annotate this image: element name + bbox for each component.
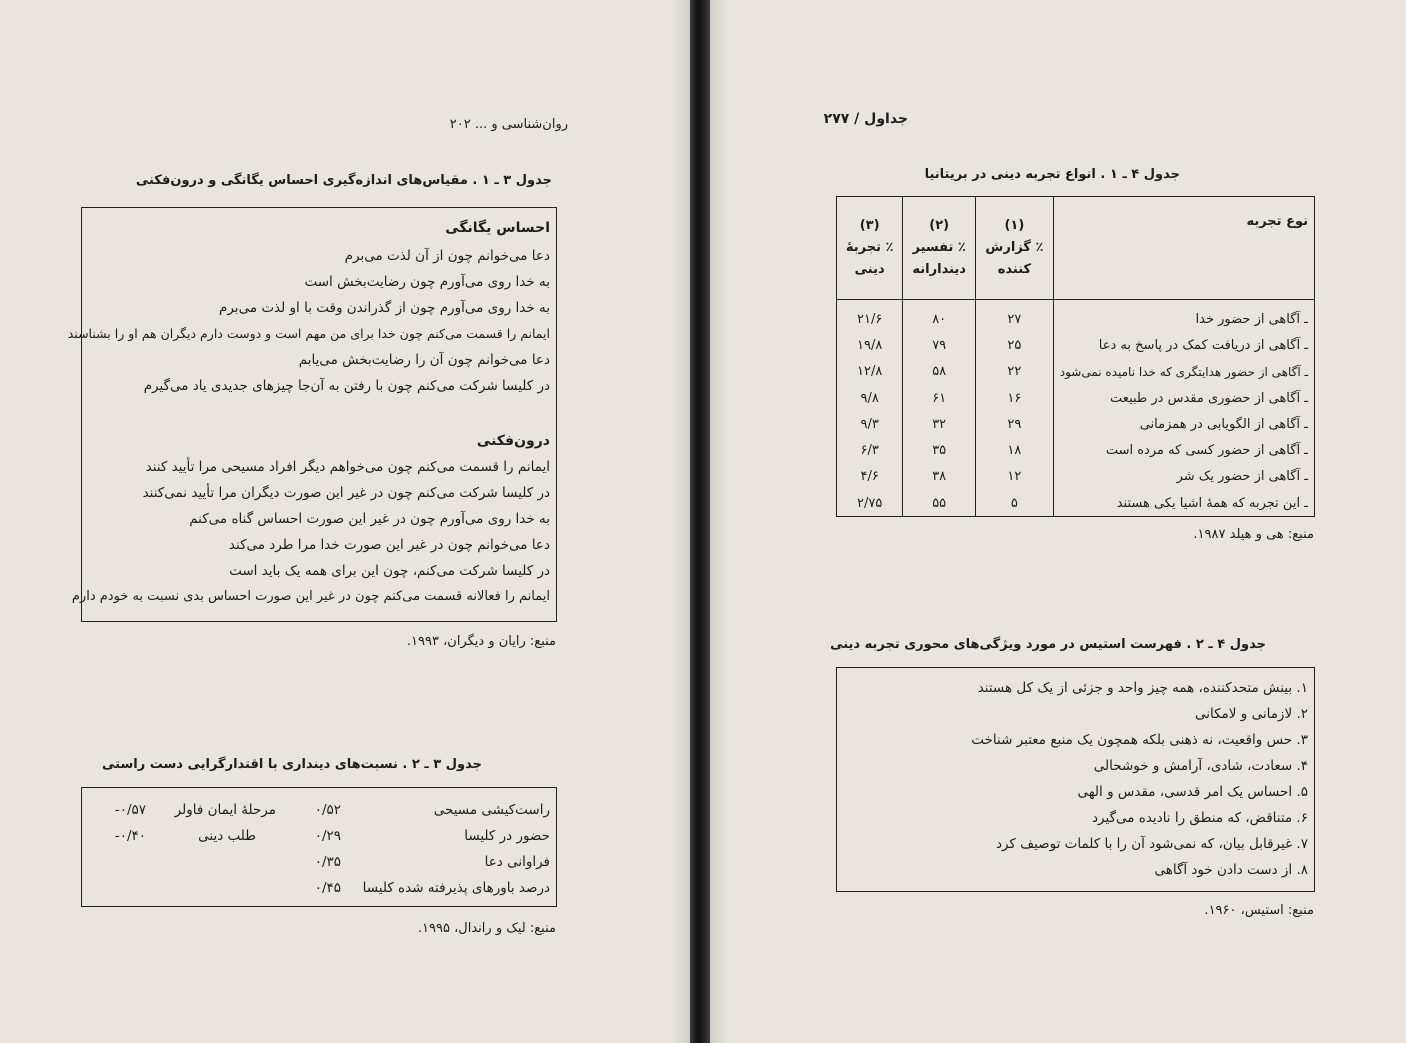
- list-item: ۵. احساس یک امر قدسی، مقدس و الهی: [1077, 784, 1308, 800]
- correlation-value: ۰/۵۲: [314, 802, 341, 818]
- table-cell: ـ آگاهی از حضوری مقدس در طبیعت: [1053, 385, 1314, 411]
- correlation-table-box: [81, 787, 557, 907]
- scale-item: دعا می‌خوانم چون آن را رضایت‌بخش می‌یابم: [298, 352, 550, 368]
- table-cell: ۴/۶: [837, 464, 903, 490]
- page-shadow: [672, 0, 690, 1043]
- right-page: [710, 0, 1406, 1043]
- scale-item: ایمانم را قسمت می‌کنم چون می‌خواهم دیگر افراد مسیحی مرا تأیید کنند: [145, 459, 550, 475]
- correlation-label: مرحلهٔ ایمان فاولر: [174, 802, 276, 818]
- scale-item: در کلیسا شرکت می‌کنم چون با رفتن به آن‌جا چیزهای جدیدی یاد می‌گیرم: [143, 378, 550, 394]
- table-cell: ۶/۳: [837, 437, 903, 463]
- table-source: منبع: استیس، ۱۹۶۰.: [1204, 903, 1314, 918]
- table-row: [837, 359, 1315, 385]
- column-header: (۱) ٪ گزارش کننده: [976, 197, 1054, 300]
- page-shadow: [710, 0, 728, 1043]
- list-item: ۷. غیرقابل بیان، که نمی‌شود آن را با کلمات توصیف کرد: [995, 836, 1308, 852]
- table-cell: ۱۶: [976, 385, 1054, 411]
- table-cell: ۸۰: [903, 300, 976, 333]
- scale-table-box: [67, 207, 557, 622]
- table-cell: ـ آگاهی از حضور کسی که مرده است: [1053, 437, 1314, 463]
- running-header: جداول / ۲۷۷: [823, 111, 908, 127]
- table-row: [837, 464, 1315, 490]
- table-cell: ۱۲: [976, 464, 1054, 490]
- section-heading: احساس یگانگی: [445, 220, 550, 236]
- table-cell: ـ آگاهی از دریافت کمک در پاسخ به دعا: [1053, 332, 1314, 358]
- correlation-label: طلب دینی: [198, 828, 256, 844]
- column-header: نوع تجربه: [1053, 197, 1314, 300]
- table-source: منبع: هی و هیلد ۱۹۸۷.: [1193, 527, 1314, 542]
- scale-item: ایمانم را قسمت می‌کنم چون خدا برای من مهم است و دوست دارم دیگران هم او را بشناسند: [67, 326, 550, 341]
- table-row: [837, 300, 1315, 333]
- table-cell: ۵: [976, 490, 1054, 517]
- section-heading: درون‌فکنی: [476, 433, 550, 449]
- table-row: [837, 411, 1315, 437]
- column-header: (۲) ٪ تفسیر دیندارانه: [903, 197, 976, 300]
- scale-item: به خدا روی می‌آورم چون در غیر این صورت احساس گناه می‌کنم: [189, 511, 550, 527]
- running-header: روان‌شناسی و ... ۲۰۲: [449, 117, 568, 132]
- table-header-row: [837, 197, 1315, 300]
- table-row: [837, 437, 1315, 463]
- scale-item: ایمانم را فعالانه قسمت می‌کنم چون در غیر این صورت احساس بدی نسبت به خودم دارم: [71, 589, 550, 604]
- table-cell: ۹/۸: [837, 385, 903, 411]
- list-item: ۱. بینش متحدکننده، همه چیز واحد و جزئی از یک کل هستند: [977, 680, 1308, 696]
- table-cell: ۲۲: [976, 359, 1054, 385]
- list-item: ۳. حس واقعیت، نه ذهنی بلکه همچون یک منبع معتبر شناخت: [971, 732, 1308, 748]
- table-row: [837, 385, 1315, 411]
- table-cell: ـ آگاهی از حضور هدایتگری که خدا نامیده نمی‌شود: [1053, 359, 1314, 385]
- list-item: ۲. لازمانی و لامکانی: [1194, 706, 1308, 722]
- table-cell: ۲۷: [976, 300, 1054, 333]
- table-title: جدول ۴ ـ ۱ . انواع تجربه دینی در بریتانیا: [924, 167, 1180, 182]
- table-title: جدول ۴ ـ ۲ . فهرست استیس در مورد ویژگی‌های محوری تجربه دینی: [830, 637, 1266, 652]
- table-source: منبع: لیک و راندال، ۱۹۹۵.: [417, 921, 556, 936]
- scale-item: دعا می‌خوانم چون در غیر این صورت خدا مرا طرد می‌کند: [228, 537, 550, 553]
- table-source: منبع: رایان و دیگران، ۱۹۹۳.: [406, 634, 556, 649]
- correlation-value: ۰/۴۰-: [114, 828, 146, 844]
- correlation-value: ۰/۳۵: [314, 854, 341, 870]
- table-cell: ۲۱/۶: [837, 300, 903, 333]
- table-cell: ۵۵: [903, 490, 976, 517]
- table-cell: ۱۹/۸: [837, 332, 903, 358]
- correlation-label: حضور در کلیسا: [464, 828, 550, 844]
- table-title: جدول ۳ ـ ۲ . نسبت‌های دینداری با اقتدارگرایی دست راستی: [102, 757, 482, 772]
- table-row: [837, 332, 1315, 358]
- correlation-label: درصد باورهای پذیرفته شده کلیسا: [362, 880, 550, 896]
- table-cell: ۲۵: [976, 332, 1054, 358]
- correlation-label: فراوانی دعا: [484, 854, 550, 870]
- experience-table: [836, 196, 1315, 517]
- list-item: ۸. از دست دادن خود آگاهی: [1154, 862, 1308, 878]
- table-cell: ـ آگاهی از الگویابی در همزمانی: [1053, 411, 1314, 437]
- table-cell: ۳۵: [903, 437, 976, 463]
- stace-list-box: [836, 667, 1315, 892]
- correlation-value: ۰/۵۷-: [114, 802, 146, 818]
- table-cell: ـ آگاهی از حضور خدا: [1053, 300, 1314, 333]
- table-cell: ۵۸: [903, 359, 976, 385]
- scale-item: در کلیسا شرکت می‌کنم چون در غیر این صورت دیگران مرا تأیید نمی‌کنند: [142, 485, 550, 501]
- table-cell: ۶۱: [903, 385, 976, 411]
- table-row: [837, 490, 1315, 517]
- table-cell: ۳۲: [903, 411, 976, 437]
- book-spine: [690, 0, 710, 1043]
- table-cell: ۷۹: [903, 332, 976, 358]
- table-cell: ۳۸: [903, 464, 976, 490]
- table-title: جدول ۳ ـ ۱ . مقیاس‌های اندازه‌گیری احساس یگانگی و درون‌فکنی: [135, 173, 552, 188]
- table-cell: ۹/۳: [837, 411, 903, 437]
- table-cell: ۱۲/۸: [837, 359, 903, 385]
- correlation-value: ۰/۴۵: [314, 880, 341, 896]
- table-cell: ـ این تجربه که همهٔ اشیا یکی هستند: [1053, 490, 1314, 517]
- list-item: ۶. متناقض، که منطق را نادیده می‌گیرد: [1092, 810, 1308, 826]
- scale-item: به خدا روی می‌آورم چون رضایت‌بخش است: [304, 274, 550, 290]
- correlation-value: ۰/۲۹: [314, 828, 341, 844]
- table-cell: ـ آگاهی از حضور یک شر: [1053, 464, 1314, 490]
- table-cell: ۲۹: [976, 411, 1054, 437]
- list-item: ۴. سعادت، شادی، آرامش و خوشحالی: [1093, 758, 1308, 774]
- left-page: [0, 0, 690, 1043]
- scale-item: در کلیسا شرکت می‌کنم، چون این برای همه یک باید است: [229, 563, 550, 579]
- correlation-label: راست‌کیشی مسیحی: [433, 802, 550, 818]
- column-header: (۳) ٪ تجربهٔ دینی: [837, 197, 903, 300]
- scale-item: دعا می‌خوانم چون از آن لذت می‌برم: [344, 248, 550, 264]
- scale-item: به خدا روی می‌آورم چون از گذراندن وقت با او لذت می‌برم: [219, 300, 550, 316]
- table-cell: ۲/۷۵: [837, 490, 903, 517]
- table-cell: ۱۸: [976, 437, 1054, 463]
